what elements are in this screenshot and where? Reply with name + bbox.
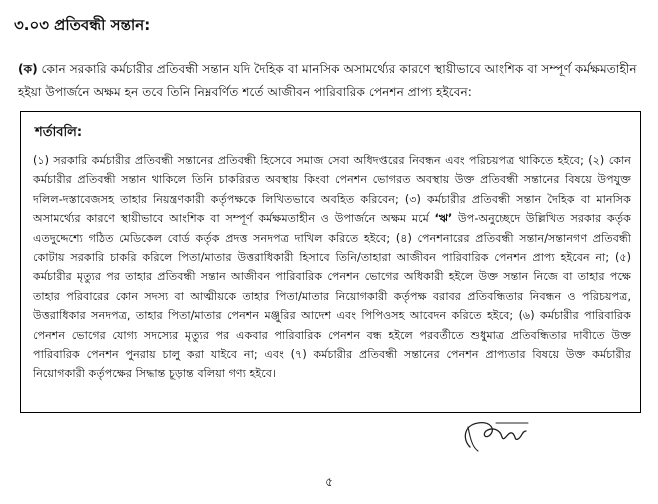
intro-text: কোন সরকারি কর্মচারীর প্রতিবন্ধী সন্তান যদি দৈহিক বা মানসিক অসামর্থ্যের কারণে স্থায়ীভাবে আংশিক বা সম্পূর্ণ কর্মক্ষমতাহীন হইয়া উপার্জনে অক্ষম হন তবে তিনি নিম্নবর্ণিত শর্তে আজীবন পারিবারিক পেনশন প্রাপ্য হইবেন: [18,62,637,99]
intro-paragraph [18,58,638,104]
signature-icon [456,417,536,457]
clause-marker: (ক) [18,62,38,76]
conditions-quoted-letter: ‘ঋ’ [434,212,453,226]
page-number: ৫ [325,475,333,489]
conditions-title: শর্তাবলি: [35,125,83,140]
conditions-text [33,151,631,384]
section-heading: ৩.০৩ প্রতিবন্ধী সন্তান: [14,16,151,34]
conditions-box [20,111,641,413]
conditions-text-part1: (১) সরকারি কর্মচারীর প্রতিবন্ধী সন্তানের প্রতিবন্ধী হিসেবে সমাজ সেবা অধিদপ্তরের নিবন্ধন এবং পরিচয়পত্র থাকিতে হইবে; (২) কোন কর্মচারীর প্রতিবন্ধী সন্তান থাকিলে তিনি চাকরিরত অবস্থায় কিংবা পেনশন ভোগরত অবস্থায় উক্ত প্রতিবন্ধী সন্তানের বিষয়ে উপযুক্ত দলিল-দস্তাবেজসহ তাহার নিয়ন্ত্রণকারী কর্তৃপক্ষকে লিখিতভাবে অবহিত করিবেন; (৩) কর্মচারীর প্রতিবন্ধী সন্তান দৈহিক বা মানসিক অসামর্থ্যের কারণে স্থায়ীভাবে আংশিক বা সম্পূর্ণ কর্মক্ষমতাহীন ও উপার্জনে অক্ষম মর্মে [33,154,631,226]
conditions-text-part2: উপ-অনুচ্ছেদে উল্লিখিত সরকার কর্তৃক এতদুদ্দেশ্যে গঠিত মেডিকেল বোর্ড কর্তৃক প্রদত্ত সনদপত্র দাখিল করিতে হইবে; (৪) পেনশনারের প্রতিবন্ধী সন্তান/সন্তানগণ প্রতিবন্ধী কোটায় সরকারি চাকরি করিলে পিতা/মাতার উত্তরাধিকারী হিসাবে তিনি/তাহারা আজীবন পারিবারিক পেনশন প্রাপ্য হইবেন না; (৫) কর্মচারীর মৃত্যুর পর তাহার প্রতিবন্ধী সন্তান আজীবন পারিবারিক পেনশন ভোগের অধিকারী হইলে উক্ত সন্তান নিজে বা তাহার পক্ষে তাহার পরিবারের কোন সদস্য বা আত্মীয়কে তাহার পিতা/মাতার নিয়োগকারী কর্তৃপক্ষ বরাবর প্রতিবন্ধিতার নিবন্ধন ও পরিচয়পত্র, উত্তরাধিকার সনদপত্র, তাহার পিতা/মাতার পেনশন মঞ্জুরির আদেশ এবং পিপিওসহ আবেদন করিতে হইবে; (৬) কর্মচারীর পারিবারিক পেনশন ভোগের যোগ্য সদস্যের মৃত্যুর পর একবার পারিবারিক পেনশন বন্ধ হইলে পরবর্তীতে শুধুমাত্র প্রতিবন্ধিতার দাবীতে উক্ত পারিবারিক পেনশন পুনরায় চালু করা যাইবে না; এবং (৭) কর্মচারীর প্রতিবন্ধী সন্তানের পেনশন প্রাপ্যতার বিষয়ে উক্ত কর্মচারীর নিয়োগকারী কর্তৃপক্ষের সিদ্ধান্ত চূড়ান্ত বলিয়া গণ্য হইবে। [33,212,632,381]
